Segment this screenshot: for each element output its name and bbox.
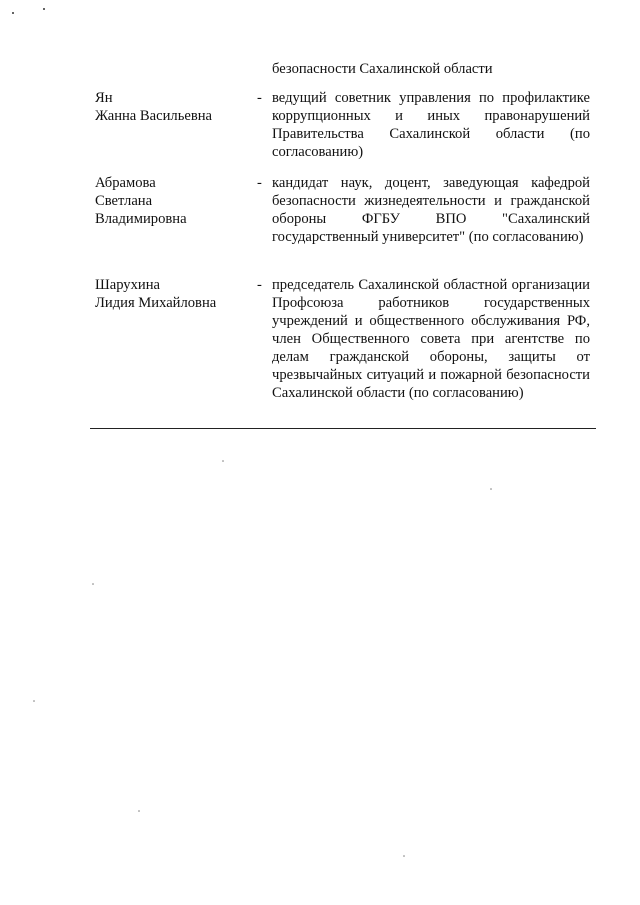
list-dash: - bbox=[257, 277, 262, 293]
member-name-line: Светлана bbox=[95, 193, 153, 209]
scan-speck bbox=[43, 8, 45, 10]
member-description: председатель Сахалинской областной организации Профсоюза работников государственных учреждений и общественного обслуживания РФ, член Общественного совета при агентстве по делам гражданской обороны, защиты от чрезвычайных ситуаций и пожарной безопасности Сахалинской области (по согласованию) bbox=[272, 277, 590, 401]
list-dash: - bbox=[257, 175, 262, 191]
list-dash: - bbox=[257, 90, 262, 106]
member-name-line: Шарухина bbox=[95, 277, 160, 293]
member-name-line: Жанна Васильевна bbox=[95, 108, 213, 124]
member-name bbox=[95, 89, 245, 125]
member-name-line: Лидия Михайловна bbox=[95, 295, 217, 311]
scan-speck bbox=[222, 460, 224, 462]
scan-speck bbox=[33, 700, 35, 702]
member-name bbox=[95, 174, 245, 228]
scan-speck bbox=[490, 488, 492, 490]
member-name-line: Абрамова bbox=[95, 175, 156, 191]
continuation-text: безопасности Сахалинской области bbox=[272, 61, 493, 77]
member-description: ведущий советник управления по профилактике коррупционных и иных правонарушений Правительства Сахалинской области (по согласованию) bbox=[272, 90, 590, 160]
member-name bbox=[95, 276, 245, 312]
member-name-line: Владимировна bbox=[95, 211, 187, 227]
scan-speck bbox=[138, 810, 140, 812]
scan-speck bbox=[403, 855, 405, 857]
scan-speck bbox=[92, 583, 94, 585]
scan-speck bbox=[12, 12, 14, 14]
member-description: кандидат наук, доцент, заведующая кафедрой безопасности жизнедеятельности и гражданской обороны ФГБУ ВПО "Сахалинский государственный университет" (по согласованию) bbox=[272, 175, 590, 245]
closing-rule bbox=[90, 428, 596, 429]
member-name-line: Ян bbox=[95, 90, 113, 106]
